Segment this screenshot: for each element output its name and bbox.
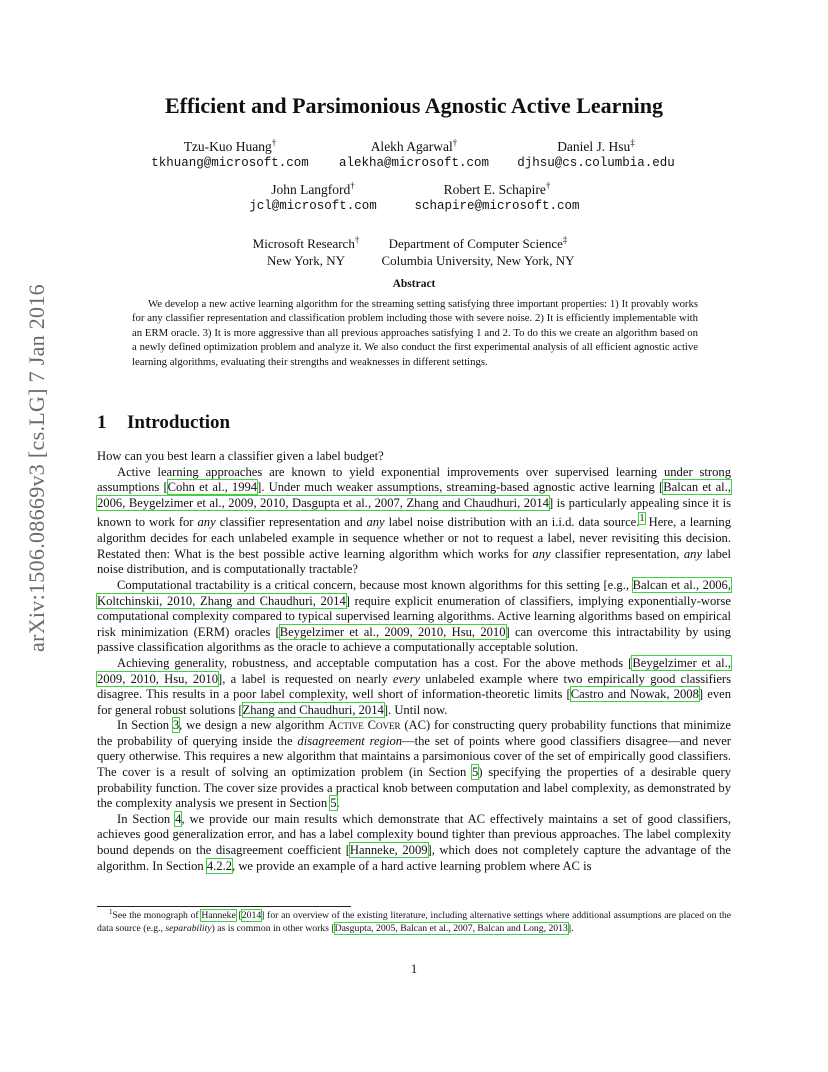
paragraph: In Section 4, we provide our main results which demonstrate that AC effectively maintains a set of good classifiers, achieves good generalization error, and has a label complexity bound tighter than previous approaches. The label complexity bound depends on the disagreement coefficient [Hanneke, 2009], which does not completely capture the advantage of the algorithm. In Section 4.2.2, we provide an example of a hard active learning problem where AC is <box>97 811 731 873</box>
affiliation-mark: † <box>545 180 551 191</box>
author-name: John Langford <box>271 182 351 197</box>
footnote-rule <box>97 906 351 907</box>
affiliation-name: Microsoft Research <box>252 236 355 251</box>
citation-link[interactable]: Cohn et al., 1994 <box>167 480 258 495</box>
body-text <box>97 449 731 874</box>
citation-link[interactable]: Balcan et al., 2006, Beygelzimer et al., 2009, 2010, Dasgupta et al., 2007, Zhang and Chaudhuri, 2014 <box>97 480 731 510</box>
arxiv-side-stamp <box>18 284 54 660</box>
author-name: Daniel J. Hsu <box>557 139 631 154</box>
section-link[interactable]: 5 <box>330 796 337 811</box>
paragraph: Computational tractability is a critical concern, because most known algorithms for this setting [e.g., Balcan et al., 2006, Koltchinskii, 2010, Zhang and Chaudhuri, 2014] require explicit enumeration of classifiers, implying exponentially-worse computational complexity compared to typical supervised learning algorithms. Active learning algorithms based on empirical risk minimization (ERM) oracles [Beygelzimer et al., 2009, 2010, Hsu, 2010] can overcome this intractability by using passive classification algorithms as the oracle to achieve a computationally acceptable solution. <box>97 577 731 655</box>
paper-title: Efficient and Parsimonious Agnostic Active Learning <box>164 93 664 118</box>
author-block <box>140 138 320 172</box>
citation-link[interactable]: Balcan et al., 2006, Koltchinskii, 2010, Zhang and Chaudhuri, 2014 <box>97 577 731 608</box>
paragraph: In Section 3, we design a new algorithm Active Cover (AC) for constructing query probability functions that minimize the probability of querying inside the disagreement region—the set of points where good classifiers disagree—and never query otherwise. This requires a new algorithm that maintains a parsimonious cover of the set of empirically good classifiers. The cover is a result of solving an optimization problem (in Section 5) specifying the properties of a desirable query probability function. The cover size provides a practical knob between computation and label complexity, as demonstrated by the complexity analysis we present in Section 5. <box>97 718 732 811</box>
affiliation-name: Department of Computer Science <box>388 236 563 251</box>
author-block <box>506 138 686 172</box>
citation-link[interactable]: Castro and Nowak, 2008 <box>570 687 699 702</box>
section-title: Introduction <box>127 412 231 433</box>
section-link[interactable]: 5 <box>472 765 479 780</box>
author-block <box>324 138 504 172</box>
abstract-text: We develop a new active learning algorithm for the streaming setting satisfying three important properties: 1) It provably works for any classifier representation and classification problem including those with severe noise. 2) It is efficiently implementable with an ERM oracle. 3) It is more aggressive than all previous approaches satisfying 1 and 2. To do this we create an algorithm based on a newly defined optimization problem and analyze it. We also conduct the first experimental analysis of all efficient agnostic active learning algorithms, evaluating their strengths and weaknesses in different settings. <box>132 298 698 368</box>
affiliation-block <box>374 235 582 269</box>
affiliation-mark: † <box>354 234 360 245</box>
section-link[interactable]: 4.2.2 <box>206 858 233 873</box>
author-email[interactable]: jcl@microsoft.com <box>249 199 377 213</box>
paragraph: Achieving generality, robustness, and acceptable computation has a cost. For the above methods [Beygelzimer et al., 2009, 2010, Hsu, 2010], a label is requested on nearly every unlabeled example where two empirically good classifiers disagree. This results in a poor label complexity, well short of information-theoretic limits [Castro and Nowak, 2008] even for general robust solutions [Zhang and Chaudhuri, 2014]. Until now. <box>97 655 732 717</box>
affiliation-mark: † <box>350 180 355 191</box>
citation-link[interactable]: Beygelzimer et al., 2009, 2010, Hsu, 2010 <box>279 624 506 639</box>
citation-link[interactable]: Hanneke <box>201 910 236 921</box>
author-block <box>402 181 592 215</box>
section-heading <box>97 411 230 435</box>
abstract-heading: Abstract <box>392 278 436 290</box>
citation-link[interactable]: Zhang and Chaudhuri, 2014 <box>242 702 384 717</box>
affiliation-mark: † <box>271 137 277 148</box>
footnote-link[interactable]: 1 <box>639 513 645 525</box>
affiliation-mark: ‡ <box>562 234 568 245</box>
arxiv-identifier[interactable]: arXiv:1506.08669v3 [cs.LG] 7 Jan 2016 <box>24 284 49 652</box>
section-link[interactable]: 4 <box>175 811 182 826</box>
author-name: Tzu-Kuo Huang <box>183 139 272 154</box>
abstract <box>132 297 698 369</box>
paragraph: How can you best learn a classifier given a label budget? <box>97 449 384 463</box>
author-email[interactable]: djhsu@cs.columbia.edu <box>517 156 675 170</box>
footnote-mark: 1 <box>109 907 113 916</box>
footnote: $^1$See the monograph of Hanneke [2014] for an overview of the existing literature, including alternative settings where additional assumptions are placed on the data source (e.g., separability) as is common in other works [Dasgupta, 2005, Balcan et al., 2007, Balcan and Long, 2013]. <box>97 907 732 934</box>
affiliation-mark: † <box>452 137 458 148</box>
citation-link[interactable]: Dasgupta, 2005, Balcan et al., 2007, Balcan and Long, 2013 <box>334 922 568 934</box>
author-email[interactable]: schapire@microsoft.com <box>414 199 580 213</box>
author-email[interactable]: alekha@microsoft.com <box>338 156 490 170</box>
author-name: Robert E. Schapire <box>443 182 546 197</box>
section-link[interactable]: 3 <box>172 718 180 733</box>
section-number: 1 <box>97 412 107 433</box>
page-number: 1 <box>410 962 418 976</box>
citation-link[interactable]: 2014 <box>241 910 262 921</box>
affiliation-block <box>244 235 368 269</box>
paragraph: Active learning approaches are known to yield exponential improvements over supervised learning under strong assumptions [Cohn et al., 1994]. Under much weaker assumptions, streaming-based agnostic active learning [Balcan et al., 2006, Beygelzimer et al., 2009, 2010, Dasgupta et al., 2007, Zhang and Chaudhuri, 2014] is particularly appealing since it is known to work for any classifier representation and any label noise distribution with an i.i.d. data source.$^1$ Here, a learning algorithm decides for each unlabeled example in sequence whether or not to request a label, never revisiting this decision. Restated then: What is the best possible active learning algorithm which works for any classifier representation, any label noise distribution, and is computationally tractable? <box>97 464 732 577</box>
affiliation-mark: ‡ <box>630 137 635 148</box>
citation-link[interactable]: Hanneke, 2009 <box>349 843 428 858</box>
citation-link[interactable]: Beygelzimer et al., 2009, 2010, Hsu, 2010 <box>97 655 731 686</box>
algorithm-name: Active Cover <box>328 718 401 733</box>
author-name: Alekh Agarwal <box>370 139 453 154</box>
affiliation-location: New York, NY <box>266 253 345 268</box>
affiliation-location: Columbia University, New York, NY <box>381 253 575 268</box>
author-email[interactable]: tkhuang@microsoft.com <box>151 156 309 170</box>
author-block <box>228 181 398 215</box>
